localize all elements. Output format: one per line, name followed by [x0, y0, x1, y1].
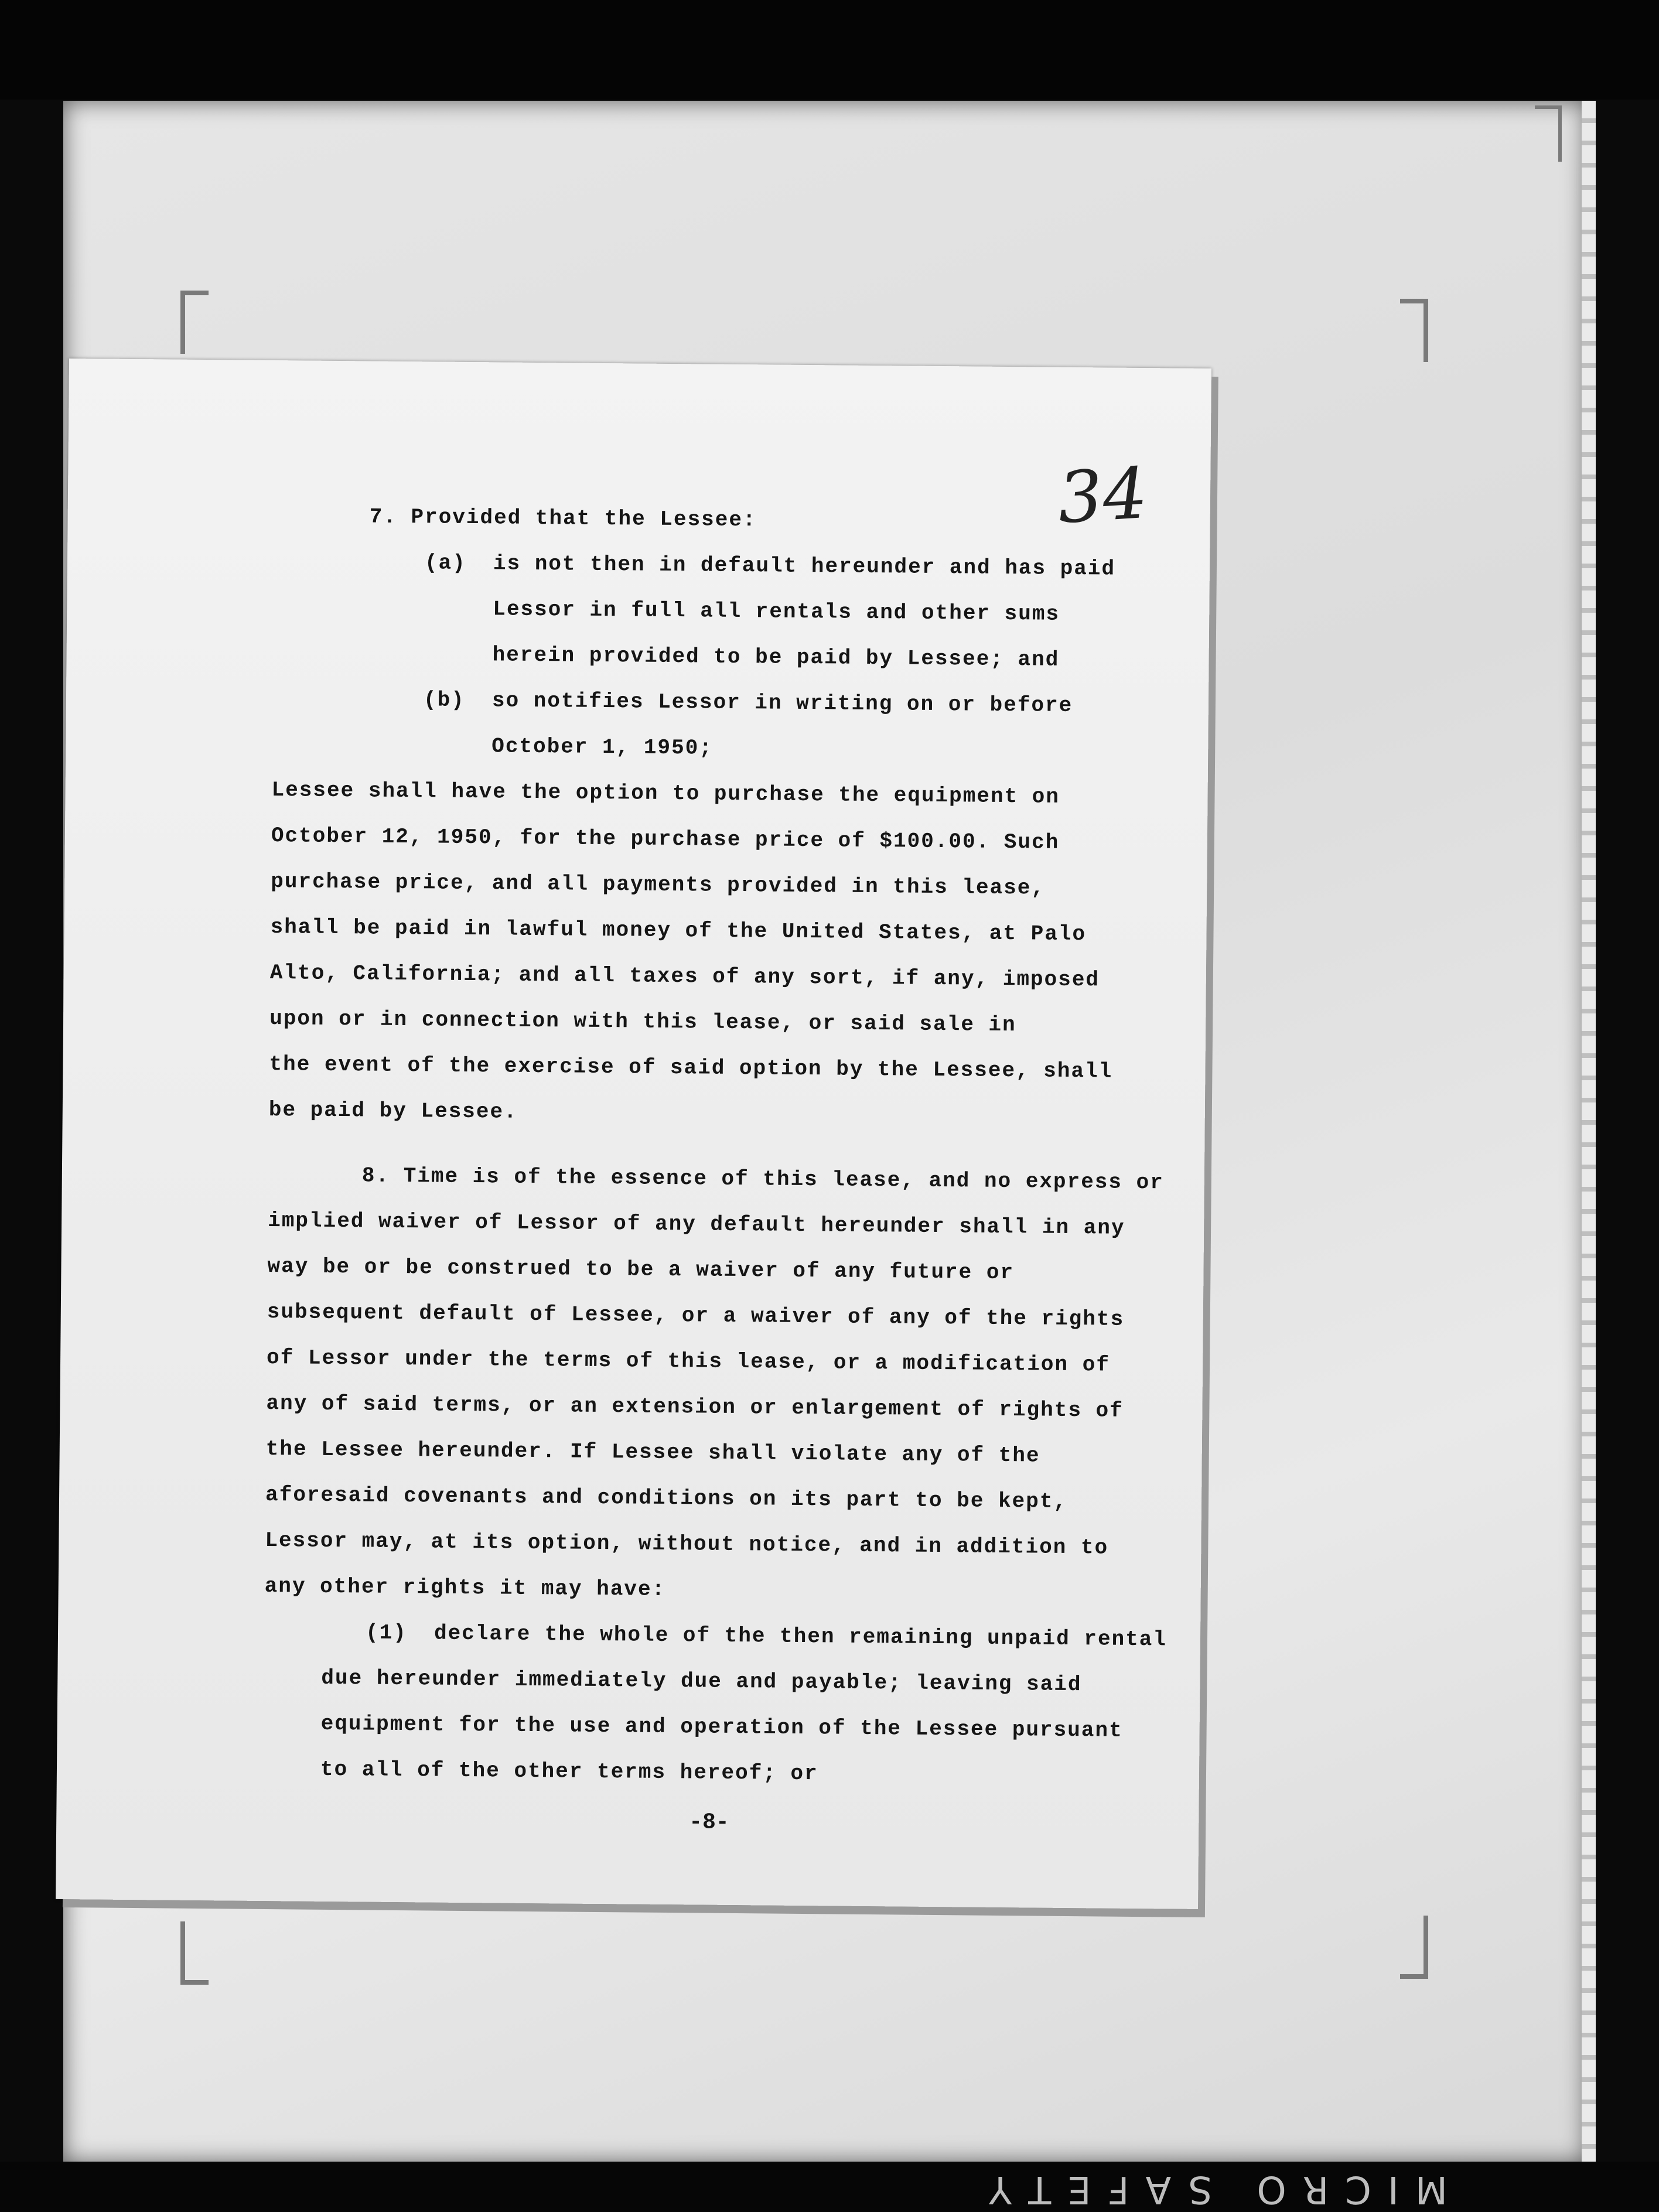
paragraph-7-line: shall be paid in lawful money of the United States, at Palo	[270, 915, 1087, 947]
paragraph-7-line: Alto, California; and all taxes of any sort, if any, imposed	[269, 961, 1100, 992]
item-b-line: October 1, 1950;	[491, 734, 714, 760]
paragraph-8-line: aforesaid covenants and conditions on its part to be kept,	[265, 1482, 1068, 1514]
paragraph-8-line: subsequent default of Lessee, or a waiver of any of the rights	[267, 1300, 1125, 1332]
item-1-marker: (1)	[365, 1620, 408, 1646]
paragraph-8-line: the Lessee hereunder. If Lessee shall violate any of the	[265, 1437, 1040, 1468]
paragraph-8-line: any other rights it may have:	[264, 1573, 666, 1602]
paragraph-8-line: any of said terms, or an extension or enlargement of rights of	[266, 1391, 1124, 1423]
paragraph-7-line: Lessee shall have the option to purchase the equipment on	[271, 778, 1060, 809]
crop-mark-top-right	[1400, 299, 1428, 362]
paragraph-7-line: be paid by Lessee.	[268, 1098, 518, 1124]
item-1-line: due hereunder immediately due and payable; leaving said	[321, 1665, 1082, 1697]
item-1-line: equipment for the use and operation of the Lessee pursuant	[320, 1711, 1123, 1743]
crop-mark-bottom-right	[1400, 1916, 1428, 1979]
paragraph-7-line: purchase price, and all payments provided in this lease,	[271, 869, 1046, 900]
paragraph-8-line: Lessor may, at its option, without notice, and in addition to	[265, 1528, 1109, 1560]
item-b-marker: (b)	[423, 688, 465, 712]
item-b-line: so notifies Lessor in writing on or before	[491, 688, 1073, 718]
item-1-line: to all of the other terms hereof; or	[320, 1757, 818, 1786]
item-a-marker: (a)	[424, 551, 466, 575]
film-edge-perforation	[1582, 101, 1596, 2163]
paragraph-7-line: October 12, 1950, for the purchase price of $100.00. Such	[271, 824, 1060, 855]
paragraph-8-line: of Lessor under the terms of this lease, or a modification of	[266, 1346, 1111, 1377]
document-page	[56, 359, 1211, 1909]
item-a-line: Lessor in full all rentals and other sums	[493, 597, 1060, 626]
crop-mark-bottom-left	[180, 1921, 209, 1985]
film-edge-label: MICRO SAFETY	[972, 2167, 1448, 2211]
paragraph-8-line: way be or be construed to be a waiver of any future or	[267, 1254, 1015, 1285]
paragraph-7-line: upon or in connection with this lease, or said sale in	[269, 1006, 1016, 1037]
document-text	[56, 359, 1211, 1909]
paragraph-7-heading: 7. Provided that the Lessee:	[369, 504, 757, 532]
item-1-line: declare the whole of the then remaining unpaid rental	[433, 1621, 1168, 1652]
item-a-line: herein provided to be paid by Lessee; and	[492, 643, 1060, 672]
page-footer-number: -8-	[689, 1810, 729, 1835]
paragraph-8-line: implied waiver of Lessor of any default hereunder shall in any	[267, 1209, 1125, 1240]
crop-mark-top-left	[180, 291, 209, 354]
film-border-top	[0, 0, 1659, 100]
paragraph-7-line: the event of the exercise of said option by the Lessee, shall	[269, 1052, 1113, 1084]
paragraph-8-line: 8. Time is of the essence of this lease, and no express or	[361, 1163, 1164, 1195]
crop-mark-corner	[1535, 105, 1562, 162]
handwritten-page-number: 34	[1055, 452, 1150, 540]
item-a-line: is not then in default hereunder and has paid	[493, 551, 1116, 581]
